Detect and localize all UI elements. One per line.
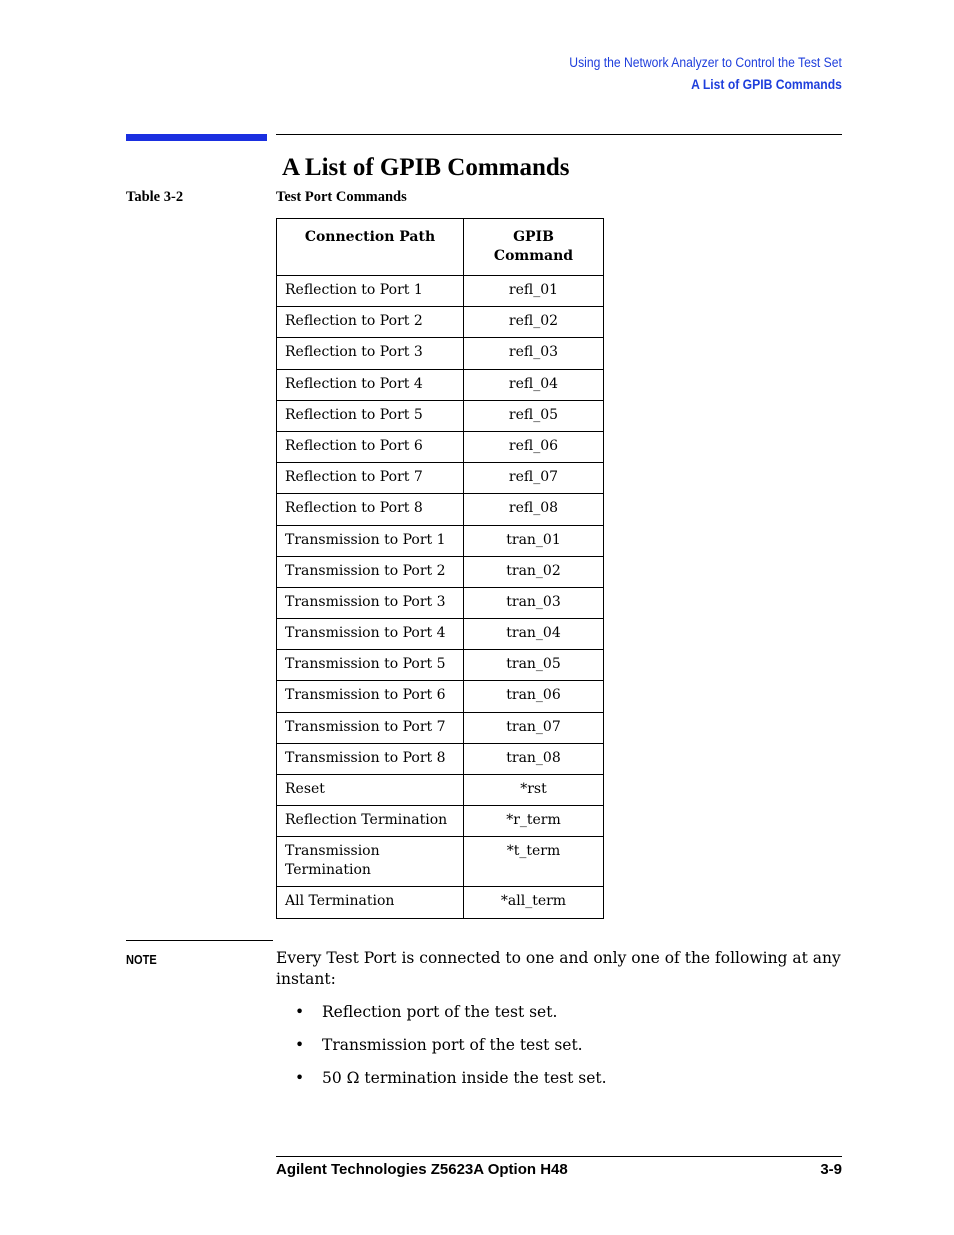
gpib-command-cell: refl_07 (464, 463, 604, 494)
connection-path-cell: Reflection to Port 6 (277, 431, 464, 462)
connection-path-cell: Transmission to Port 3 (277, 587, 464, 618)
gpib-command-cell: *t_term (464, 837, 604, 887)
title-rule (276, 134, 842, 135)
gpib-command-cell: tran_03 (464, 587, 604, 618)
table-row (277, 743, 604, 774)
table-row (277, 463, 604, 494)
note-text: Every Test Port is connected to one and only one of the following at any instant: (276, 949, 841, 988)
footer-rule (276, 1156, 842, 1157)
connection-path-cell: Transmission to Port 4 (277, 619, 464, 650)
connection-path-cell: Transmission to Port 8 (277, 743, 464, 774)
gpib-command-cell: *all_term (464, 887, 604, 918)
header-gpib-line1: GPIB (513, 229, 554, 245)
list-item (295, 1067, 607, 1100)
list-item (295, 1034, 607, 1067)
header-gpib-line2: Command (493, 248, 574, 264)
gpib-command-cell: tran_06 (464, 681, 604, 712)
connection-path-cell: Reflection to Port 2 (277, 307, 464, 338)
connection-path-cell: Reflection to Port 1 (277, 276, 464, 307)
connection-path-cell: Reflection to Port 4 (277, 369, 464, 400)
connection-path-cell: Reflection to Port 8 (277, 494, 464, 525)
gpib-command-cell: tran_08 (464, 743, 604, 774)
table-row (277, 806, 604, 837)
table-label: Table 3-2 (126, 189, 184, 205)
table-row (277, 775, 604, 806)
bullet-text: 50 Ω termination inside the test set. (322, 1069, 607, 1087)
table-row (277, 837, 604, 887)
connection-path-cell: Transmission to Port 1 (277, 525, 464, 556)
table-row (277, 650, 604, 681)
table-row (277, 681, 604, 712)
connection-path-cell: Reset (277, 775, 464, 806)
running-head-section: A List of GPIB Commands (691, 77, 842, 92)
bullet-icon: • (295, 1003, 305, 1021)
section-accent-bar (126, 134, 267, 141)
connection-path-cell: Transmission to Port 7 (277, 712, 464, 743)
connection-path-cell: Transmission Termination (277, 837, 464, 887)
page-number: 3-9 (820, 1161, 842, 1178)
table-row (277, 525, 604, 556)
note-label: NOTE (126, 952, 157, 967)
connection-path-cell: Transmission to Port 6 (277, 681, 464, 712)
gpib-command-cell: refl_01 (464, 276, 604, 307)
gpib-command-cell: refl_06 (464, 431, 604, 462)
bullet-icon: • (295, 1036, 305, 1054)
header-connection-path: Connection Path (277, 219, 464, 276)
table-row (277, 276, 604, 307)
table-row (277, 712, 604, 743)
gpib-command-cell: refl_05 (464, 400, 604, 431)
table-row (277, 369, 604, 400)
note-bullet-list (295, 1001, 607, 1100)
table-row (277, 556, 604, 587)
table-row (277, 338, 604, 369)
table-header-row (277, 219, 604, 276)
connection-path-cell: All Termination (277, 887, 464, 918)
table-row (277, 400, 604, 431)
running-head (569, 52, 842, 96)
running-head-chapter: Using the Network Analyzer to Control the Test Set (569, 55, 842, 70)
footer-title: Agilent Technologies Z5623A Option H48 (276, 1161, 568, 1178)
note-rule (126, 940, 273, 941)
table-caption: Test Port Commands (276, 189, 407, 205)
table-row (277, 887, 604, 918)
bullet-text: Transmission port of the test set. (322, 1036, 583, 1054)
table-row (277, 431, 604, 462)
connection-path-cell: Reflection Termination (277, 806, 464, 837)
table-row (277, 619, 604, 650)
gpib-command-cell: refl_08 (464, 494, 604, 525)
bullet-icon: • (295, 1069, 305, 1087)
gpib-command-cell: *rst (464, 775, 604, 806)
connection-path-cell: Reflection to Port 7 (277, 463, 464, 494)
gpib-command-cell: tran_02 (464, 556, 604, 587)
gpib-command-cell: refl_04 (464, 369, 604, 400)
connection-path-cell: Reflection to Port 3 (277, 338, 464, 369)
gpib-command-cell: tran_05 (464, 650, 604, 681)
list-item (295, 1001, 607, 1034)
connection-path-cell: Reflection to Port 5 (277, 400, 464, 431)
gpib-command-cell: tran_07 (464, 712, 604, 743)
gpib-command-cell: tran_04 (464, 619, 604, 650)
gpib-command-cell: refl_03 (464, 338, 604, 369)
gpib-command-cell: refl_02 (464, 307, 604, 338)
table-row (277, 587, 604, 618)
gpib-command-cell: tran_01 (464, 525, 604, 556)
connection-path-cell: Transmission to Port 5 (277, 650, 464, 681)
table-row (277, 307, 604, 338)
connection-path-cell: Transmission to Port 2 (277, 556, 464, 587)
section-title: A List of GPIB Commands (282, 154, 570, 181)
test-port-commands-table (276, 218, 604, 919)
header-gpib-command (464, 219, 604, 276)
table-row (277, 494, 604, 525)
bullet-text: Reflection port of the test set. (322, 1003, 558, 1021)
gpib-command-cell: *r_term (464, 806, 604, 837)
